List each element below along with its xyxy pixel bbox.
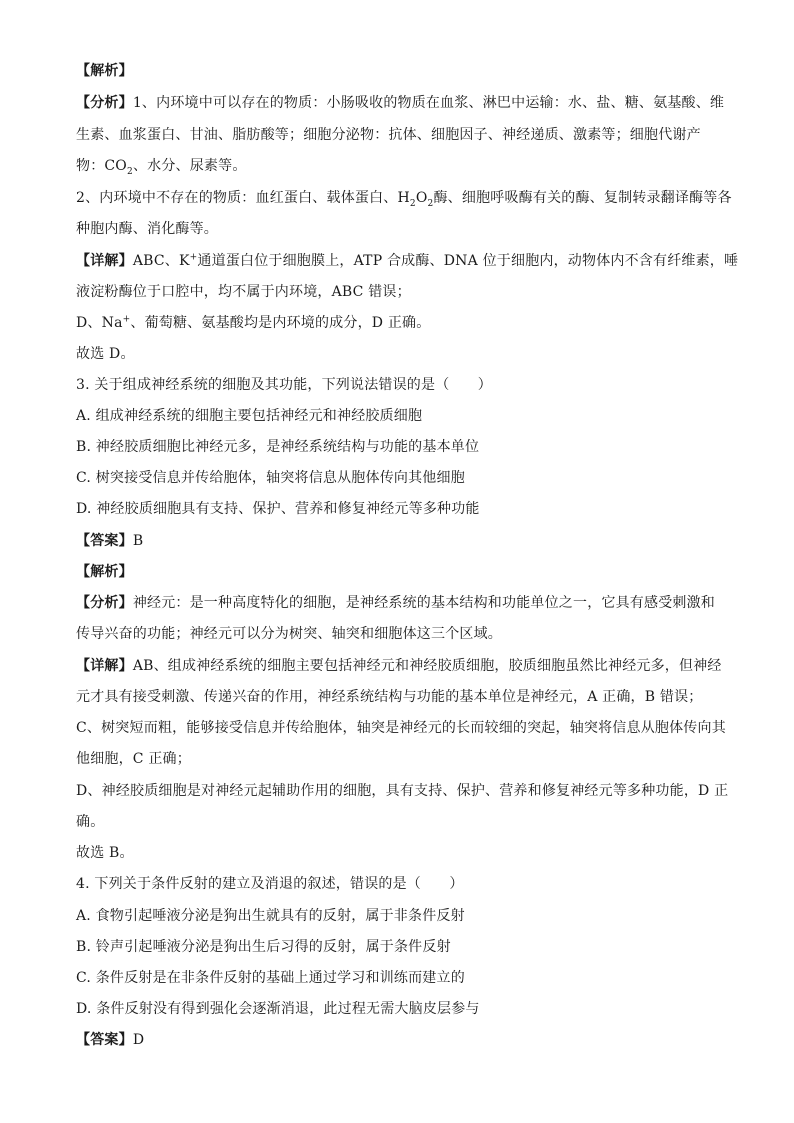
- q3-option-d: [76, 499, 726, 519]
- jiexi-tag: 【解析】: [76, 564, 133, 580]
- xiangjie-tag: 【详解】: [76, 253, 133, 269]
- q2-jiexi-heading: [76, 61, 726, 81]
- q3-xiangjie-line-1: [76, 656, 726, 676]
- q3-option-b: [76, 437, 726, 457]
- q2-xiangjie-text: ABC、K: [132, 253, 190, 269]
- superscript: +: [189, 252, 198, 263]
- q2-fenxi-text: 生素、血浆蛋白、甘油、脂肪酸等；细胞分泌物：抗体、细胞因子、神经递质、激素等；细胞代谢产: [76, 127, 701, 143]
- q3-xiangjie-text: 他细胞，C 正确；: [76, 751, 191, 767]
- q4-option-c: [76, 968, 726, 988]
- question-stem: 3. 关于组成神经系统的细胞及其功能，下列说法错误的是（ ）: [76, 377, 493, 393]
- answer-value: D: [132, 1032, 145, 1048]
- fenxi-tag: 【分析】: [76, 95, 133, 111]
- q3-fenxi-line-2: [76, 624, 726, 644]
- q3-fenxi-text: 神经元：是一种高度特化的细胞，是神经系统的基本结构和功能单位之一，它具有感受刺激和: [132, 595, 716, 611]
- subscript: 2: [427, 198, 434, 209]
- q2-xiangjie-line-2: [76, 282, 726, 302]
- q2-fenxi-text: 物：CO: [76, 158, 127, 174]
- q2-xiangjie-line-3: [76, 313, 726, 333]
- q3-xiangjie-line-3: [76, 718, 726, 738]
- q3-xiangjie-text: 确。: [76, 814, 105, 830]
- q3-option-a: [76, 406, 726, 426]
- q3-fenxi-line-1: [76, 593, 726, 613]
- superscript: +: [122, 314, 131, 325]
- q3-jiexi-heading: [76, 562, 726, 582]
- q2-xiangjie-line-1: [76, 251, 739, 271]
- q3-xiangjie-line-4: [76, 749, 726, 769]
- q3-answer: [76, 531, 726, 551]
- option-text: C. 树突接受信息并传给胞体，轴突将信息从胞体传向其他细胞: [76, 470, 465, 486]
- q4-option-d: [76, 999, 726, 1019]
- option-text: A. 组成神经系统的细胞主要包括神经元和神经胶质细胞: [76, 408, 423, 424]
- q2-fenxi-text: 酶、细胞呼吸酶有关的酶、复制转录翻译酶等各: [433, 190, 732, 206]
- q2-fenxi-line-5: [76, 219, 726, 239]
- q2-xiangjie-text: 液淀粉酶位于口腔中，均不属于内环境，ABC 错误；: [76, 284, 411, 300]
- conclusion-text: 故选 D。: [76, 346, 135, 362]
- subscript: 2: [409, 198, 416, 209]
- q2-conclusion: [76, 344, 726, 364]
- q3-xiangjie-text: C、树突短而粗，能够接受信息并传给胞体，轴突是神经元的长而较细的突起，轴突将信息从胞体传向其: [76, 720, 726, 736]
- option-text: D. 条件反射没有得到强化会逐渐消退，此过程无需大脑皮层参与: [76, 1001, 480, 1017]
- q2-fenxi-text: O: [415, 190, 428, 206]
- answer-value: B: [132, 533, 144, 549]
- q3-fenxi-text: 传导兴奋的功能；神经元可以分为树突、轴突和细胞体这三个区域。: [76, 626, 502, 642]
- q4-option-a: [76, 906, 726, 926]
- q2-fenxi-text: 2、内环境中不存在的物质：血红蛋白、载体蛋白、H: [76, 190, 410, 206]
- q3-conclusion: [76, 843, 726, 863]
- q3-xiangjie-text: D、神经胶质细胞是对神经元起辅助作用的细胞，具有支持、保护、营养和修复神经元等多种功能，D 正: [76, 783, 729, 799]
- q3-xiangjie-line-5: [76, 781, 729, 801]
- conclusion-text: 故选 B。: [76, 845, 134, 861]
- option-text: C. 条件反射是在非条件反射的基础上通过学习和训练而建立的: [76, 970, 465, 986]
- answer-tag: 【答案】: [76, 533, 133, 549]
- q2-fenxi-text: 1、内环境中可以存在的物质：小肠吸收的物质在血浆、淋巴中运输：水、盐、糖、氨基酸、维: [132, 95, 725, 111]
- q2-fenxi-line-3: [76, 156, 726, 176]
- q3-xiangjie-line-2: [76, 687, 726, 707]
- q2-fenxi-line-2: [76, 125, 726, 145]
- q2-fenxi-line-4: [76, 188, 732, 209]
- option-text: D. 神经胶质细胞具有支持、保护、营养和修复神经元等多种功能: [76, 501, 480, 517]
- q3-xiangjie-text: AB、组成神经系统的细胞主要包括神经元和神经胶质细胞，胶质细胞虽然比神经元多，但神经: [132, 658, 722, 674]
- q4-option-b: [76, 937, 726, 957]
- q4-stem: [76, 874, 726, 894]
- option-text: B. 铃声引起唾液分泌是狗出生后习得的反射，属于条件反射: [76, 939, 451, 955]
- option-text: A. 食物引起唾液分泌是狗出生就具有的反射，属于非条件反射: [76, 908, 465, 924]
- q2-xiangjie-text: 通道蛋白位于细胞膜上，ATP 合成酶、DNA 位于细胞内，动物体内不含有纤维素，唾: [197, 253, 739, 269]
- q3-option-c: [76, 468, 726, 488]
- q3-stem: [76, 375, 726, 395]
- q2-fenxi-line-1: [76, 93, 726, 113]
- subscript: 2: [127, 166, 133, 177]
- question-stem: 4. 下列关于条件反射的建立及消退的叙述，错误的是（ ）: [76, 876, 464, 892]
- q2-fenxi-text: 、水分、尿素等。: [132, 158, 247, 174]
- q2-xiangjie-text: D、Na: [76, 315, 123, 331]
- q2-fenxi-text: 种胞内酶、消化酶等。: [76, 221, 218, 237]
- xiangjie-tag: 【详解】: [76, 658, 133, 674]
- q4-answer: [76, 1030, 726, 1050]
- jiexi-tag: 【解析】: [76, 63, 133, 79]
- q2-xiangjie-text: 、葡萄糖、氨基酸均是内环境的成分，D 正确。: [130, 315, 431, 331]
- fenxi-tag: 【分析】: [76, 595, 133, 611]
- answer-tag: 【答案】: [76, 1032, 133, 1048]
- q3-xiangjie-line-6: [76, 812, 726, 832]
- option-text: B. 神经胶质细胞比神经元多，是神经系统结构与功能的基本单位: [76, 439, 480, 455]
- q3-xiangjie-text: 元才具有接受刺激、传递兴奋的作用，神经系统结构与功能的基本单位是神经元，A 正确，B 错误；: [76, 689, 703, 705]
